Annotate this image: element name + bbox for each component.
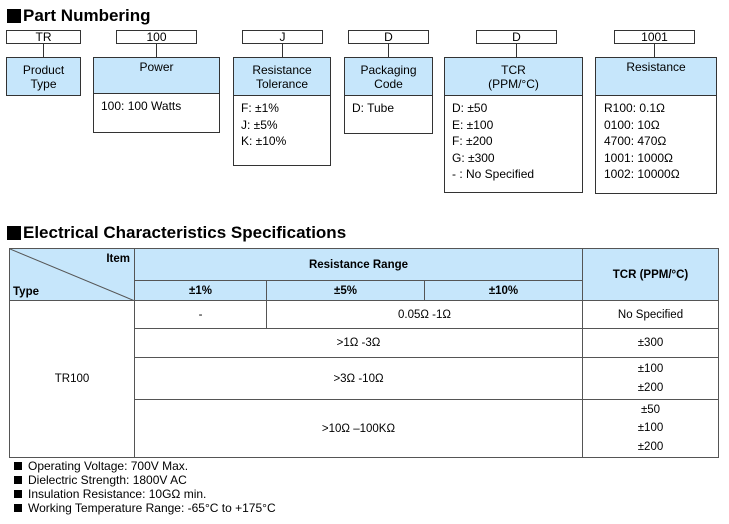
code-box-product-type: TR xyxy=(6,30,81,44)
code-box-tcr: D xyxy=(476,30,557,44)
values-packaging: D: Tube xyxy=(344,96,433,134)
header-tol-5: ±5% xyxy=(267,281,425,301)
connector-line xyxy=(282,44,283,57)
connector-line xyxy=(516,44,517,57)
part-numbering-title: Part Numbering xyxy=(7,6,151,26)
square-bullet-icon xyxy=(14,462,22,470)
type-cell: TR100 xyxy=(10,301,135,458)
connector-line xyxy=(654,44,655,57)
header-tcr: TCR (PPM/°C) xyxy=(444,57,583,96)
row1-col1: - xyxy=(135,301,267,329)
header-type: Type xyxy=(13,286,39,298)
connector-line xyxy=(156,44,157,57)
square-bullet-icon xyxy=(7,9,21,23)
header-tol-10: ±10% xyxy=(425,281,583,301)
row4-tcr: ±50 ±100 ±200 xyxy=(583,400,719,458)
notes-list xyxy=(14,459,276,515)
connector-line xyxy=(43,44,44,57)
row2-range: >1Ω -3Ω xyxy=(135,329,583,358)
square-bullet-icon xyxy=(14,504,22,512)
header-resistance: Resistance xyxy=(595,57,717,96)
header-tolerance: Resistance Tolerance xyxy=(233,57,331,96)
row1-tcr: No Specified xyxy=(583,301,719,329)
square-bullet-icon xyxy=(14,490,22,498)
electrical-spec-title: Electrical Characteristics Specifications xyxy=(7,223,346,243)
row2-tcr: ±300 xyxy=(583,329,719,358)
header-power: Power xyxy=(93,57,220,94)
row3-range: >3Ω -10Ω xyxy=(135,358,583,400)
connector-line xyxy=(388,44,389,57)
values-tcr: D: ±50 E: ±100 F: ±200 G: ±300 - : No Specified xyxy=(444,96,583,193)
row4-range: >10Ω –100KΩ xyxy=(135,400,583,458)
note-item: Dielectric Strength: 1800V AC xyxy=(14,473,276,487)
header-packaging: Packaging Code xyxy=(344,57,433,96)
note-item: Working Temperature Range: -65°C to +175°C xyxy=(14,501,276,515)
square-bullet-icon xyxy=(14,476,22,484)
header-item: Item xyxy=(106,253,130,265)
square-bullet-icon xyxy=(7,226,21,240)
header-resistance-range: Resistance Range xyxy=(135,249,583,281)
note-item: Operating Voltage: 700V Max. xyxy=(14,459,276,473)
code-box-resistance: 1001 xyxy=(614,30,695,44)
item-type-corner-cell xyxy=(10,249,135,301)
values-tolerance: F: ±1% J: ±5% K: ±10% xyxy=(233,96,331,166)
row1-range: 0.05Ω -1Ω xyxy=(267,301,583,329)
code-box-packaging: D xyxy=(348,30,429,44)
code-box-power: 100 xyxy=(116,30,197,44)
header-tcr: TCR (PPM/°C) xyxy=(583,249,719,301)
row3-tcr: ±100 ±200 xyxy=(583,358,719,400)
note-item: Insulation Resistance: 10GΩ min. xyxy=(14,487,276,501)
values-resistance: R100: 0.1Ω 0100: 10Ω 4700: 470Ω 1001: 1000Ω 1002: 10000Ω xyxy=(595,96,717,194)
values-power: 100: 100 Watts xyxy=(93,94,220,133)
electrical-spec-table xyxy=(9,248,719,458)
header-tol-1: ±1% xyxy=(135,281,267,301)
code-box-tolerance: J xyxy=(242,30,323,44)
header-product-type: Product Type xyxy=(6,57,81,96)
